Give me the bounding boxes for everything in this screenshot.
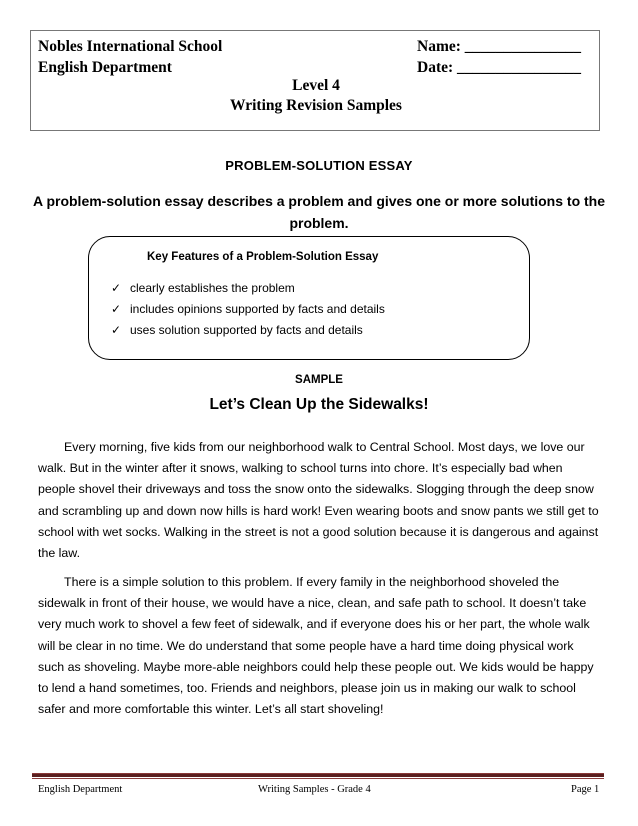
key-features-title: Key Features of a Problem-Solution Essay — [147, 251, 379, 263]
feature-item — [111, 299, 385, 320]
footer-divider — [32, 773, 604, 777]
sample-paragraph-2: There is a simple solution to this problem. If every family in the neighborhood shoveled the sidewalk in front of their house, we would have a nice, clean, and safe path to school. It doesn’t take very much work to shovel a few feet of sidewalk, and if everyone does his or her part, the whole walk will be clear in no time. We do understand that some people have a hard time doing physical work such as shoveling. Maybe more-able neighbors could help these people out. We kids would be happy to lend a hand sometimes, too. Friends and neighbors, please join us in making our walk to school safer and more comfortable this winter. Let’s all start shoveling! — [38, 575, 594, 717]
key-features-box — [88, 236, 530, 360]
level-label: Level 4 — [292, 77, 340, 94]
sample-paragraph-1: Every morning, five kids from our neighborhood walk to Central School. Most days, we love our walk. But in the winter after it snows, walking to school turns into chore. It’s especially bad when people shovel their driveways and toss the snow onto the sidewalks. Slogging through the deep snow and scrambling up and down now hills is hard work! Even wearing boots and snow pants we still get to school with wet socks. Walking in the street is not a good solution because it is dangerous and against the law. — [38, 440, 599, 561]
sample-label: SAMPLE — [295, 374, 343, 386]
check-icon: ✓ — [111, 323, 122, 337]
header-box — [30, 30, 600, 131]
document-subtitle: Writing Revision Samples — [230, 97, 402, 114]
name-field: Name: _______________ — [417, 38, 582, 55]
footer-page-number: Page 1 — [571, 784, 600, 795]
footer-title: Writing Samples - Grade 4 — [258, 784, 371, 795]
feature-item — [111, 320, 385, 341]
feature-text: clearly establishes the problem — [130, 281, 295, 295]
sample-title: Let’s Clean Up the Sidewalks! — [209, 396, 429, 413]
footer-department: English Department — [38, 784, 123, 795]
footer-divider-thin — [32, 778, 604, 779]
essay-definition: A problem-solution essay describes a problem and gives one or more solutions to the problem. — [32, 193, 606, 231]
school-name: Nobles International School — [38, 38, 223, 55]
check-icon: ✓ — [111, 302, 122, 316]
feature-text: includes opinions supported by facts and details — [130, 302, 385, 316]
date-field: Date: ________________ — [417, 59, 582, 76]
feature-item — [111, 278, 385, 299]
key-features-list — [111, 278, 385, 341]
essay-type-title: PROBLEM-SOLUTION ESSAY — [225, 158, 413, 173]
department-name: English Department — [38, 59, 172, 76]
feature-text: uses solution supported by facts and details — [130, 323, 363, 337]
check-icon: ✓ — [111, 281, 122, 295]
